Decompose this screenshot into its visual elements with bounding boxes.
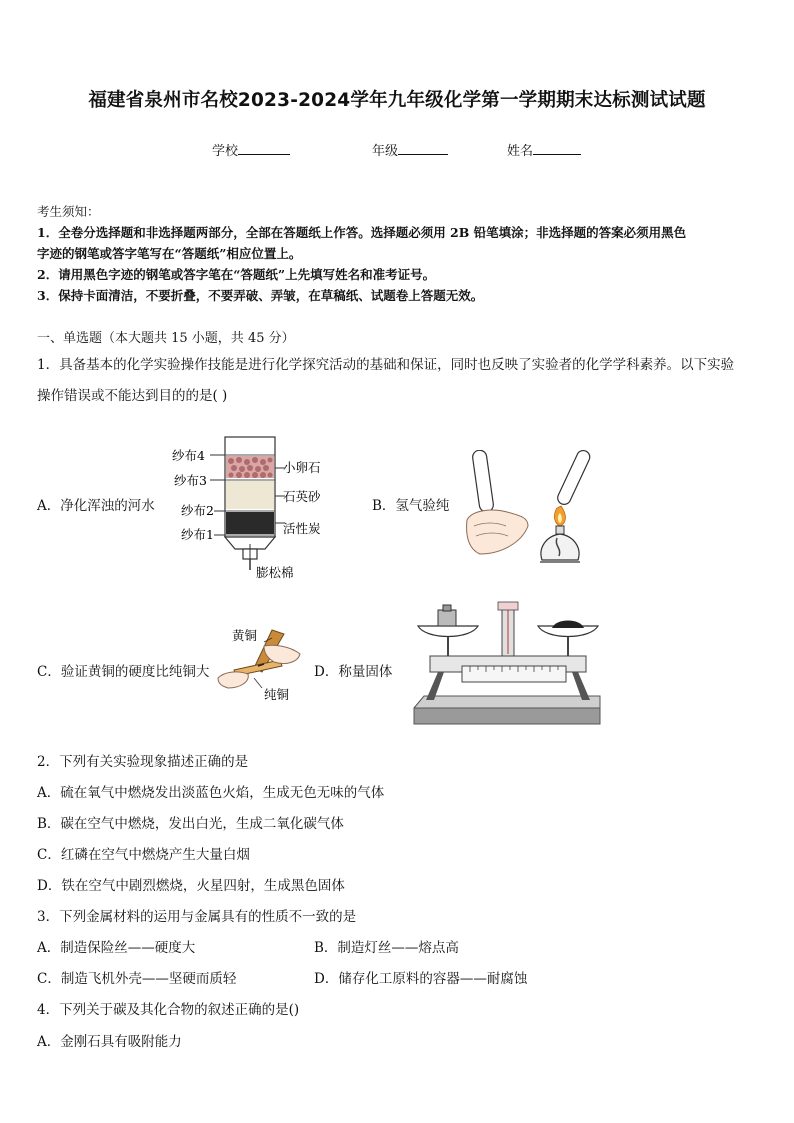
q1-option-d[interactable]: D．称量固体 bbox=[314, 664, 393, 680]
grade-label: 年级 bbox=[372, 144, 399, 159]
label-pebbles: 小卵石 bbox=[283, 460, 321, 475]
grade-field[interactable] bbox=[372, 140, 448, 159]
school-blank[interactable] bbox=[238, 140, 290, 155]
q4-option-a[interactable]: A．金刚石具有吸附能力 bbox=[37, 1034, 182, 1050]
q2-stem: 2．下列有关实验现象描述正确的是 bbox=[37, 754, 249, 770]
weight-knob bbox=[443, 605, 451, 611]
grade-blank[interactable] bbox=[398, 140, 448, 155]
label-gauze-1: 纱布1 bbox=[181, 527, 214, 542]
q1-option-c[interactable]: C．验证黄铜的硬度比纯铜大 bbox=[37, 664, 210, 680]
label-sand: 石英砂 bbox=[283, 489, 321, 504]
school-field[interactable] bbox=[212, 140, 290, 159]
label-carbon: 活性炭 bbox=[283, 521, 321, 536]
pointer-copper bbox=[254, 678, 262, 688]
name-label: 姓名 bbox=[507, 144, 534, 159]
notice-heading: 考生须知： bbox=[37, 204, 100, 219]
q3-stem: 3．下列金属材料的运用与金属具有的性质不一致的是 bbox=[37, 909, 357, 925]
lamp-wick-holder bbox=[556, 526, 564, 534]
name-field[interactable] bbox=[507, 140, 581, 159]
school-label: 学校 bbox=[212, 144, 239, 159]
q3-option-d[interactable]: D．储存化工原料的容器——耐腐蚀 bbox=[314, 971, 528, 987]
test-tube-in-hand bbox=[472, 450, 494, 513]
hydrogen-test-figure bbox=[462, 450, 602, 575]
q2-option-d[interactable]: D．铁在空气中剧烈燃烧，火星四射，生成黑色固体 bbox=[37, 878, 345, 894]
weight bbox=[438, 610, 456, 626]
section-heading: 一、单选题（本大题共 15 小题，共 45 分） bbox=[37, 331, 295, 346]
q3-option-a[interactable]: A．制造保险丝——硬度大 bbox=[37, 940, 196, 956]
left-pan bbox=[418, 626, 478, 637]
water-filter-figure bbox=[170, 434, 335, 584]
q3-option-c[interactable]: C．制造飞机外壳——坚硬而质轻 bbox=[37, 971, 237, 987]
notice-item-2: 2．请用黑色字迹的钢笔或答字笔在“答题纸”上先填写姓名和准考证号。 bbox=[37, 267, 436, 282]
label-brass: 黄铜 bbox=[232, 628, 258, 643]
notice-block bbox=[37, 201, 761, 306]
label-cotton: 膨松棉 bbox=[256, 565, 294, 580]
page-title: 福建省泉州市名校2023-2024学年九年级化学第一学期期末达标测试试题 bbox=[88, 90, 706, 111]
label-copper: 纯铜 bbox=[264, 687, 290, 702]
balance-figure bbox=[412, 600, 602, 725]
notice-item-1-line-1: 1．全卷分选择题和非选择题两部分，全部在答题纸上作答。选择题必须用 2B 铅笔填涂；非选择题的答案必须用黑色 bbox=[37, 225, 687, 240]
left-hand bbox=[218, 672, 248, 688]
solid-sample bbox=[552, 621, 584, 629]
brass-copper-figure bbox=[214, 626, 309, 706]
carbon-layer bbox=[226, 512, 274, 534]
q1-stem-line-1: 1．具备基本的化学实验操作技能是进行化学探究活动的基础和保证，同时也反映了实验者的化学学科素养。以下实验 bbox=[37, 357, 735, 373]
q2-option-a[interactable]: A．硫在氧气中燃烧发出淡蓝色火焰，生成无色无味的气体 bbox=[37, 785, 385, 801]
notice-item-3: 3．保持卡面清洁，不要折叠，不要弄破、弄皱，在草稿纸、试题卷上答题无效。 bbox=[37, 288, 484, 303]
sand-layer bbox=[226, 481, 274, 509]
q2-option-b[interactable]: B．碳在空气中燃烧，发出白光，生成二氧化碳气体 bbox=[37, 816, 344, 832]
right-hand bbox=[264, 645, 300, 663]
q2-option-c[interactable]: C．红磷在空气中燃烧产生大量白烟 bbox=[37, 847, 250, 863]
q1-option-a[interactable]: A．净化浑浊的河水 bbox=[37, 498, 155, 514]
q3-option-b[interactable]: B．制造灯丝——熔点高 bbox=[314, 940, 459, 956]
alcohol-lamp bbox=[541, 534, 579, 560]
q1-stem-line-2: 操作错误或不能达到目的的是( ) bbox=[37, 388, 228, 404]
label-gauze-3: 纱布3 bbox=[174, 473, 207, 488]
notice-item-1-line-2: 字迹的钢笔或答字笔写在“答题纸”相应位置上。 bbox=[37, 246, 302, 261]
hand bbox=[467, 510, 528, 554]
label-gauze-2: 纱布2 bbox=[181, 503, 214, 518]
q1-option-b[interactable]: B．氢气验纯 bbox=[372, 498, 450, 514]
test-tube-inverted bbox=[556, 450, 592, 507]
pointer-scale bbox=[498, 602, 518, 610]
balance-base-front bbox=[414, 708, 600, 724]
name-blank[interactable] bbox=[533, 140, 581, 155]
label-gauze-4: 纱布4 bbox=[172, 448, 205, 463]
q4-stem: 4．下列关于碳及其化合物的叙述正确的是() bbox=[37, 1002, 300, 1018]
